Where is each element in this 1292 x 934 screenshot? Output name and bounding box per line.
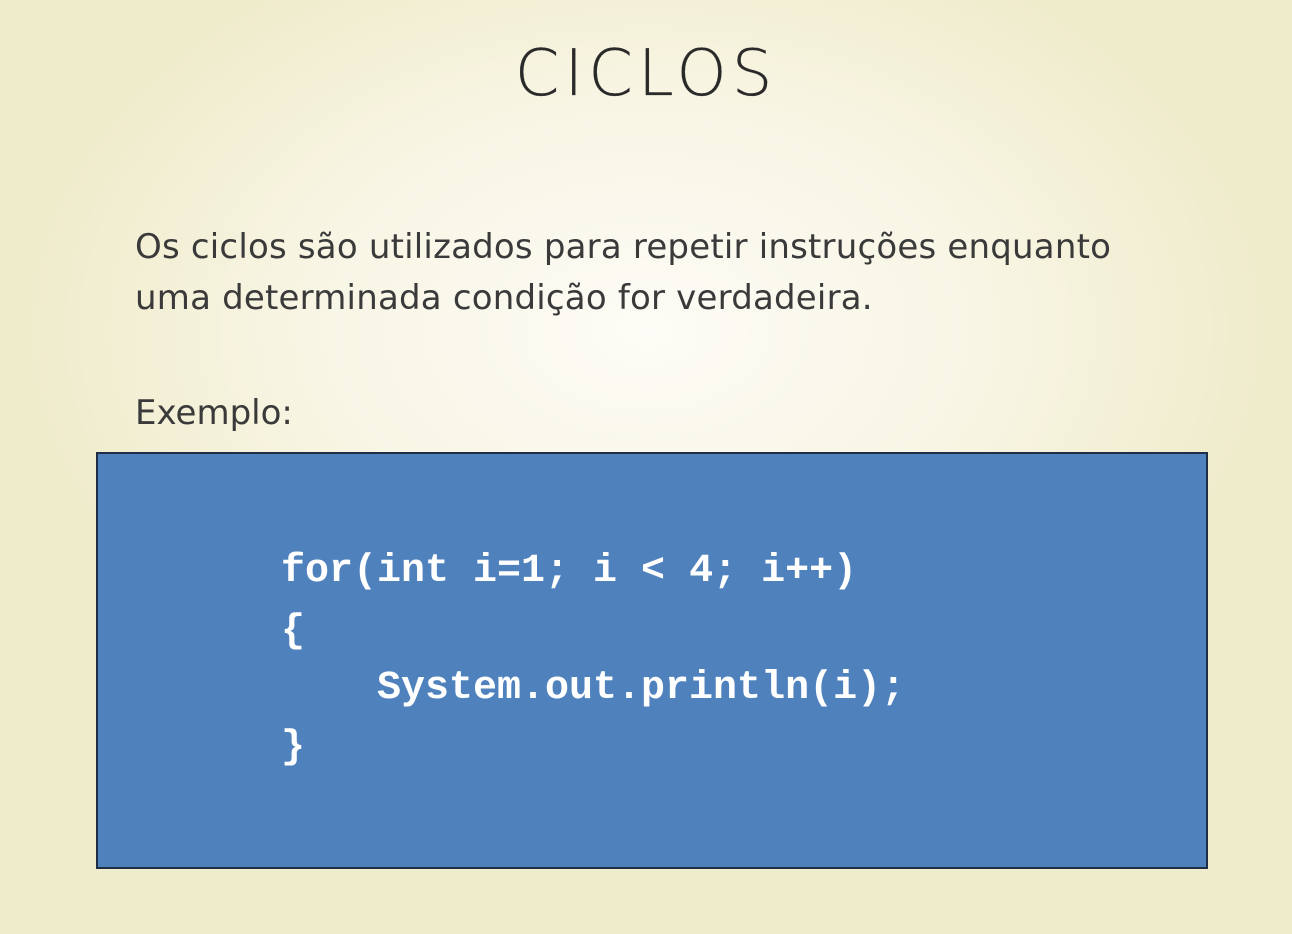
code-line-for: for(int i=1; i < 4; i++) xyxy=(281,549,858,594)
paragraph-line: Os ciclos são utilizados para repetir instruções enquanto xyxy=(135,227,1112,267)
paragraph-line: uma determinada condição for verdadeira. xyxy=(135,278,873,318)
slide-paragraph xyxy=(135,222,1195,324)
example-label: Exemplo: xyxy=(135,393,293,433)
code-example-box xyxy=(96,452,1208,869)
slide-title: CICLOS xyxy=(514,37,778,111)
code-line-println: System.out.println(i); xyxy=(377,666,906,711)
code-line-open-brace: { xyxy=(281,609,306,654)
code-line-close-brace: } xyxy=(281,725,306,770)
